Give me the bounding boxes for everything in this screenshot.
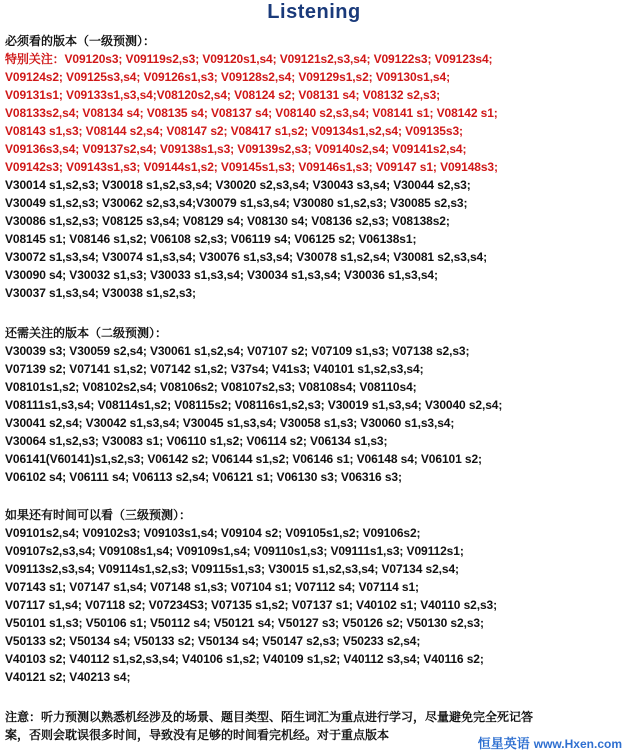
version-line: V30039 s3; V30059 s2,s4; V30061 s1,s2,s4; V07107 s2; V07109 s1,s3; V07138 s2,s3; [5,344,470,358]
watermark-name: 恒星英语 [477,736,530,751]
version-line: V30049 s1,s2,s3; V30062 s2,s3,s4;V30079 s1,s3,s4; V30080 s1,s2,s3; V30085 s2,s3; [5,196,468,210]
version-line: V07117 s1,s4; V07118 s2; V07234S3; V07135 s1,s2; V07137 s1; V40102 s1; V40110 s2,s3; [5,598,498,612]
version-line: V40121 s2; V40213 s4; [5,670,131,684]
version-list-3 [5,524,624,686]
version-line: V09131s1; V09133s1,s3,s4;V08120s2,s4; V08124 s2; V08131 s4; V08132 s2,s3; [5,88,441,102]
version-line: V08143 s1,s3; V08144 s2,s4; V08147 s2; V08417 s1,s2; V09134s1,s2,s4; V09135s3; [5,124,463,138]
version-line: V08111s1,s3,s4; V08114s1,s2; V08115s2; V08116s1,s2,s3; V30019 s1,s3,s4; V30040 s2,s4; [5,398,503,412]
version-line: V09142s3; V09143s1,s3; V09144s1,s2; V09145s1,s3; V09146s1,s3; V09147 s1; V09148s3; [5,160,498,174]
section-3-heading: 如果还有时间可以看（三级预测）： [5,508,192,522]
version-line: V07143 s1; V07147 s1,s4; V07148 s1,s3; V07104 s1; V07112 s4; V07114 s1; [5,580,419,594]
version-line: 特别关注：V09120s3; V09119s2,s3; V09120s1,s4; V09121s2,s3,s4; V09122s3; V09123s4; [5,52,493,66]
version-line: V08133s2,s4; V08134 s4; V08135 s4; V08137 s4; V08140 s2,s3,s4; V08141 s1; V08142 s1; [5,106,498,120]
version-line: V09113s2,s3,s4; V09114s1,s2,s3; V09115s1,s3; V30015 s1,s2,s3,s4; V07134 s2,s4; [5,562,459,576]
version-line: V09136s3,s4; V09137s2,s4; V09138s1,s3; V09139s2,s3; V09140s2,s4; V09141s2,s4; [5,142,467,156]
priority-list-dark [5,176,624,302]
version-line: V07139 s2; V07141 s1,s2; V07142 s1,s2; V37s4; V41s3; V40101 s1,s2,s3,s4; [5,362,424,376]
priority-list-red [5,50,624,176]
page-title: Listening [267,1,361,23]
section-level-2 [5,324,624,486]
version-line: V40103 s2; V40112 s1,s2,s3,s4; V40106 s1,s2; V40109 s1,s2; V40112 s3,s4; V40116 s2; [5,652,484,666]
version-line: V09107s2,s3,s4; V09108s1,s4; V09109s1,s4; V09110s1,s3; V09111s1,s3; V09112s1; [5,544,464,558]
version-line: V06141(V60141)s1,s2,s3; V06142 s2; V06144 s1,s2; V06146 s1; V06148 s4; V06101 s2; [5,452,482,466]
spacer [0,486,628,502]
version-line: V30014 s1,s2,s3; V30018 s1,s2,s3,s4; V30020 s2,s3,s4; V30043 s3,s4; V30044 s2,s3; [5,178,471,192]
watermark-url: www.Hxen.com [533,737,622,751]
section-1-heading: 必须看的版本（一级预测）： [5,34,156,48]
version-line: V50133 s2; V50134 s4; V50133 s2; V50134 s4; V50147 s2,s3; V50233 s2,s4; [5,634,421,648]
section-level-3 [5,506,624,686]
version-line: V50101 s1,s3; V50106 s1; V50112 s4; V50121 s4; V50127 s3; V50126 s2; V50130 s2,s3; [5,616,484,630]
version-line: V08101s1,s2; V08102s2,s4; V08106s2; V08107s2,s3; V08108s4; V08110s4; [5,380,417,394]
version-line: V30041 s2,s4; V30042 s1,s3,s4; V30045 s1,s3,s4; V30058 s1,s3; V30060 s1,s3,s4; [5,416,455,430]
section-2-heading: 还需关注的版本（二级预测）： [5,326,168,340]
version-line: V30086 s1,s2,s3; V08125 s3,s4; V08129 s4; V08130 s4; V08136 s2,s3; V08138s2; [5,214,450,228]
site-watermark [476,733,624,752]
spacer [0,302,628,320]
version-list-2 [5,342,624,486]
note-line-2: 案，否则会耽误很多时间，导致没有足够的时间看完机经。对于重点版本 [5,728,390,742]
note-line-1: 注意：听力预测以熟悉机经涉及的场景、题目类型、陌生词汇为重点进行学习，尽量避免完全死记答 [5,710,534,724]
version-line: V06102 s4; V06111 s4; V06113 s2,s4; V06121 s1; V06130 s3; V06316 s3; [5,470,402,484]
version-line: V30072 s1,s3,s4; V30074 s1,s3,s4; V30076 s1,s3,s4; V30078 s1,s2,s4; V30081 s2,s3,s4; [5,250,488,264]
version-line: V08145 s1; V08146 s1,s2; V06108 s2,s3; V06119 s4; V06125 s2; V06138s1; [5,232,417,246]
version-line: V09124s2; V09125s3,s4; V09126s1,s3; V09128s2,s4; V09129s1,s2; V09130s1,s4; [5,70,450,84]
version-line: V30090 s4; V30032 s1,s3; V30033 s1,s3,s4; V30034 s1,s3,s4; V30036 s1,s3,s4; [5,268,438,282]
version-line: V30037 s1,s3,s4; V30038 s1,s2,s3; [5,286,196,300]
version-line: V09101s2,s4; V09102s3; V09103s1,s4; V09104 s2; V09105s1,s2; V09106s2; [5,526,421,540]
section-level-1 [5,32,624,302]
version-line: V30064 s1,s2,s3; V30083 s1; V06110 s1,s2; V06114 s2; V06134 s1,s3; [5,434,388,448]
